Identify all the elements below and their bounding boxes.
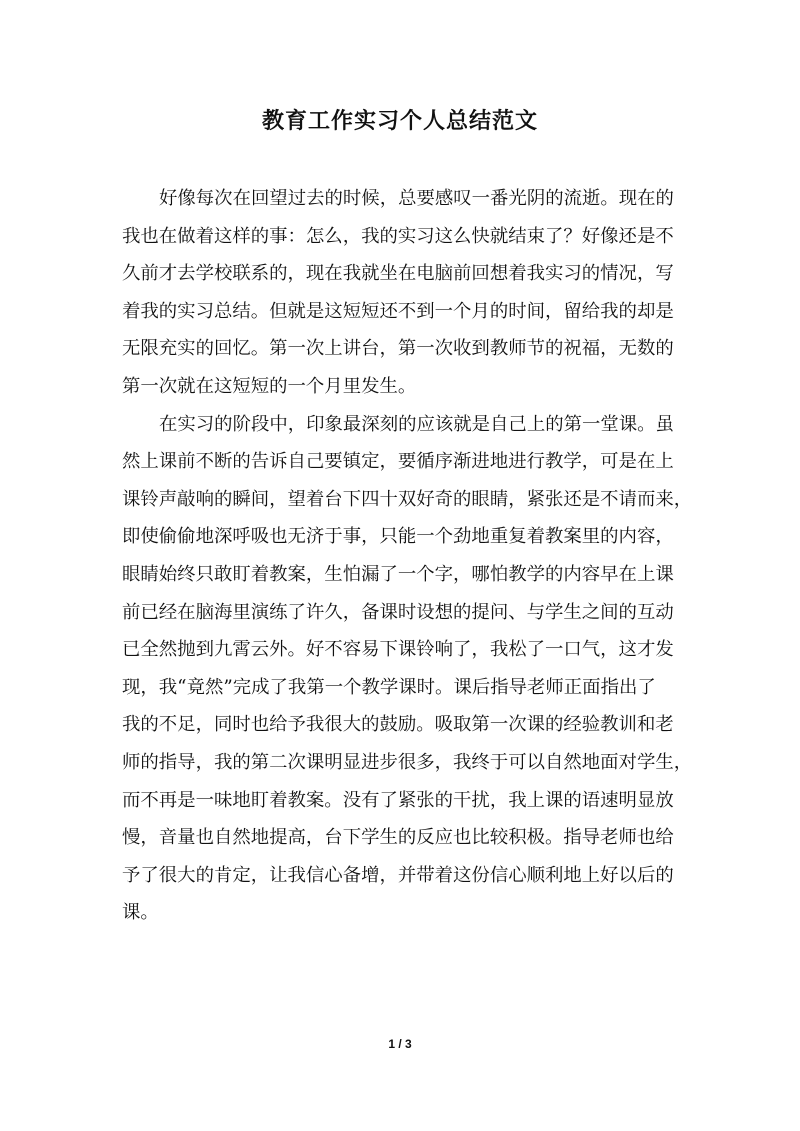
text-line: 即使偷偷地深呼吸也无济于事，只能一个劲地重复着教案里的内容， [122,526,674,548]
text-line: 课。 [122,902,159,924]
text-line: 而不再是一味地盯着教案。没有了紧张的干扰，我上课的语速明显放 [122,789,674,811]
text-line: 予了很大的肯定，让我信心备增，并带着这份信心顺利地上好以后的 [122,864,674,886]
text-line: 然上课前不断的告诉自己要镇定，要循序渐进地进行教学，可是在上 [122,451,674,473]
text-line: 无限充实的回忆。第一次上讲台，第一次收到教师节的祝福，无数的 [122,338,674,360]
paragraph-1 [122,180,680,406]
text-line: 在实习的阶段中，印象最深刻的应该就是自己上的第一堂课。虽 [159,413,674,435]
text-line: 师的指导，我的第二次课明显进步很多，我终于可以自然地面对学生， [122,751,693,773]
text-line: 我的不足，同时也给予我很大的鼓励。吸取第一次课的经验教训和老 [122,714,674,736]
text-line: 我也在做着这样的事：怎么，我的实习这么快就结束了？好像还是不 [122,225,674,247]
text-line: 着我的实习总结。但就是这短短还不到一个月的时间，留给我的却是 [122,300,674,322]
text-line: 已全然抛到九霄云外。好不容易下课铃响了，我松了一口气，这才发 [122,639,674,661]
paragraph-2 [122,406,693,932]
text-line: 慢，音量也自然地提高，台下学生的反应也比较积极。指导老师也给 [122,827,674,849]
document-title: 教育工作实习个人总结范文 [261,108,538,134]
text-line: 课铃声敲响的瞬间，望着台下四十双好奇的眼睛，紧张还是不请而来， [122,488,693,510]
text-line: 第一次就在这短短的一个月里发生。 [122,375,417,397]
page-number: 1 / 3 [388,1037,412,1051]
document-body [122,180,693,932]
text-line: 前已经在脑海里演练了许久，备课时设想的提问、与学生之间的互动 [122,601,674,623]
text-line: 久前才去学校联系的，现在我就坐在电脑前回想着我实习的情况，写 [122,263,674,285]
text-line: 现，我“竟然”完成了我第一个教学课时。课后指导老师正面指出了 [122,676,656,698]
text-line: 好像每次在回望过去的时候，总要感叹一番光阴的流逝。现在的 [159,188,674,209]
text-line: 眼睛始终只敢盯着教案，生怕漏了一个字，哪怕教学的内容早在上课 [122,563,674,585]
